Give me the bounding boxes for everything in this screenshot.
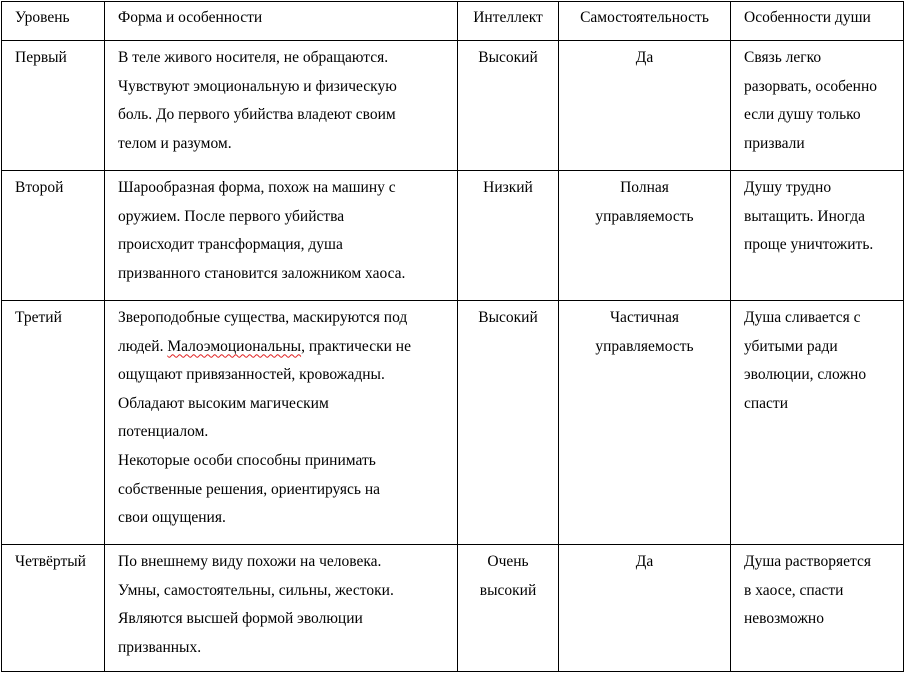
form-line: оружием. После первого убийства (118, 207, 345, 225)
level-cell: Первый (2, 41, 105, 171)
independence-line: Да (635, 553, 654, 570)
table-row (2, 171, 904, 301)
soul-line: проще уничтожить. (744, 236, 874, 254)
form-line: Некоторые особи способны принимать (118, 451, 376, 469)
soul-line: вытащить. Иногда (744, 207, 865, 225)
form-line: ощущают привязанностей, кровожадны. (118, 366, 385, 384)
form-cell (105, 41, 458, 171)
intellect-line: Очень (487, 553, 529, 570)
soul-line: невозможно (744, 610, 824, 628)
header-intellect: Интеллект (458, 2, 559, 41)
intellect-cell (458, 171, 559, 301)
soul-line: убитыми ради (744, 337, 838, 355)
intellect-line: высокий (479, 581, 537, 599)
form-line: происходит трансформация, душа (118, 236, 343, 254)
table-row (2, 301, 904, 545)
intellect-line: Высокий (478, 309, 538, 326)
independence-line: Частичная (609, 309, 679, 326)
soul-line: разорвать, особенно (744, 77, 878, 95)
form-line: свои ощущения. (118, 509, 226, 527)
form-line: призванных. (118, 638, 202, 656)
form-line: По внешнему виду похожи на человека. (118, 553, 382, 570)
independence-line: Полная (620, 179, 669, 196)
independence-cell (559, 545, 731, 672)
header-form: Форма и особенности (105, 2, 458, 41)
form-line: Звероподобные существа, маскируются под (118, 309, 408, 326)
form-cell (105, 301, 458, 545)
level-cell: Третий (2, 301, 105, 545)
form-line: потенциалом. (118, 423, 209, 441)
form-line: Являются высшей формой эволюции (118, 610, 363, 628)
form-line: боль. До первого убийства владеют своим (118, 106, 396, 124)
form-line: Шарообразная форма, похож на машину с (118, 179, 396, 196)
header-level: Уровень (2, 2, 105, 41)
independence-cell (559, 301, 731, 545)
table-row (2, 41, 904, 171)
intellect-cell (458, 545, 559, 672)
form-line: призванного становится заложником хаоса. (118, 264, 406, 282)
form-line: Умны, самостоятельны, сильны, жестоки. (118, 581, 394, 599)
form-line (118, 333, 449, 362)
intellect-line: Высокий (478, 49, 538, 66)
independence-line: управляемость (595, 337, 694, 355)
soul-cell (731, 171, 904, 301)
soul-line: эволюции, сложно (744, 366, 867, 384)
independence-cell (559, 41, 731, 171)
form-cell (105, 171, 458, 301)
form-text: , практически не (301, 337, 411, 355)
intellect-cell (458, 301, 559, 545)
form-line: В теле живого носителя, не обращаются. (118, 49, 389, 66)
soul-line: Связь легко (744, 49, 822, 66)
header-row (2, 2, 904, 41)
soul-line: спасти (744, 394, 789, 412)
intellect-cell (458, 41, 559, 171)
form-line: Чувствуют эмоциональную и физическую (118, 77, 397, 95)
form-line: собственные решения, ориентируясь на (118, 480, 381, 498)
soul-cell (731, 301, 904, 545)
independence-cell (559, 171, 731, 301)
soul-line: Душа сливается с (744, 309, 861, 326)
soul-line: призвали (744, 134, 805, 152)
soul-line: Душу трудно (744, 179, 832, 196)
soul-cell (731, 545, 904, 672)
table-row (2, 545, 904, 672)
form-line: телом и разумом. (118, 134, 232, 152)
form-text: людей. (118, 337, 168, 355)
header-soul: Особенности души (731, 2, 904, 41)
level-cell: Второй (2, 171, 105, 301)
intellect-line: Низкий (483, 179, 533, 196)
independence-line: Да (635, 49, 654, 66)
spellcheck-word: Малоэмоциональны (167, 337, 302, 355)
level-cell: Четвёртый (2, 545, 105, 672)
soul-line: в хаосе, спасти (744, 581, 844, 599)
characteristics-table (1, 1, 904, 672)
soul-line: если душу только (744, 106, 861, 124)
form-line: Обладают высоким магическим (118, 394, 329, 412)
soul-cell (731, 41, 904, 171)
header-independence: Самостоятельность (559, 2, 731, 41)
independence-line: управляемость (595, 207, 694, 225)
form-cell (105, 545, 458, 672)
soul-line: Душа растворяется (744, 553, 871, 570)
